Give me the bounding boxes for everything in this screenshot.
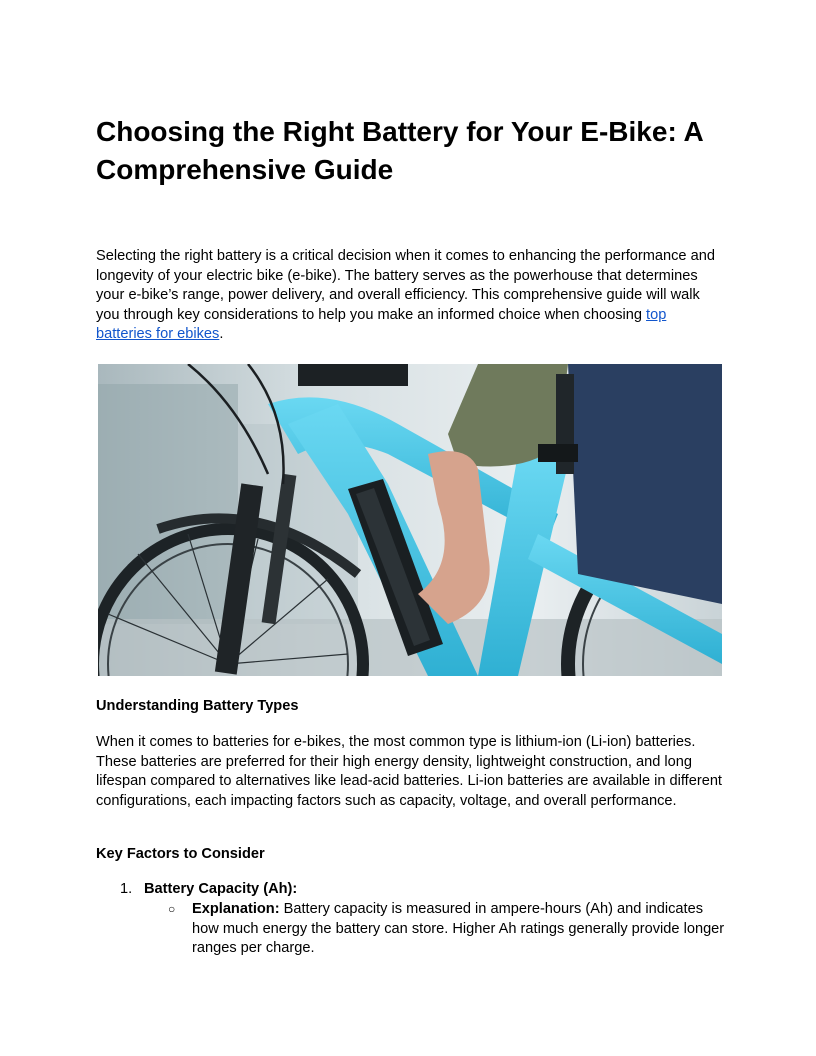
hollow-circle-bullet-icon: ○ — [168, 902, 176, 916]
intro-end: . — [219, 326, 224, 342]
ebike-battery-photo — [98, 364, 722, 676]
section-heading-key-factors: Key Factors to Consider — [96, 846, 265, 862]
intro-paragraph — [96, 247, 724, 345]
sub-list-item-explanation — [168, 900, 728, 959]
section-heading-battery-types: Understanding Battery Types — [96, 698, 299, 714]
intro-text: Selecting the right battery is a critical decision when it comes to enhancing the performance and longevity of your electric bike (e-bike). The battery serves as the powerhouse that determines your e-bike’s range, power delivery, and overall efficiency. This comprehensive guide will walk you through key considerations to help you make an informed choice when choosing — [96, 248, 715, 323]
list-number: 1. — [120, 881, 133, 897]
page-title: Choosing the Right Battery for Your E-Bike: A Comprehensive Guide — [96, 116, 703, 185]
battery-types-paragraph: When it comes to batteries for e-bikes, the most common type is lithium-ion (Li-ion) batteries. These batteries are preferred for their high energy density, lightweight construction, and long lifespan compared to alternatives like lead-acid batteries. Li-ion batteries are available in different configurations, each impacting factors such as capacity, voltage, and overall performance. — [96, 734, 722, 809]
sub-item-text: Battery capacity is measured in ampere-hours (Ah) and indicates how much energy the battery can store. Higher Ah ratings generally provide longer ranges per charge. — [192, 901, 725, 956]
sub-item-label: Explanation: — [192, 901, 280, 917]
list-item-label: Battery Capacity (Ah): — [144, 881, 298, 897]
list-item-battery-capacity — [120, 880, 297, 900]
top-batteries-link[interactable]: top batteries for ebikes — [96, 306, 667, 342]
